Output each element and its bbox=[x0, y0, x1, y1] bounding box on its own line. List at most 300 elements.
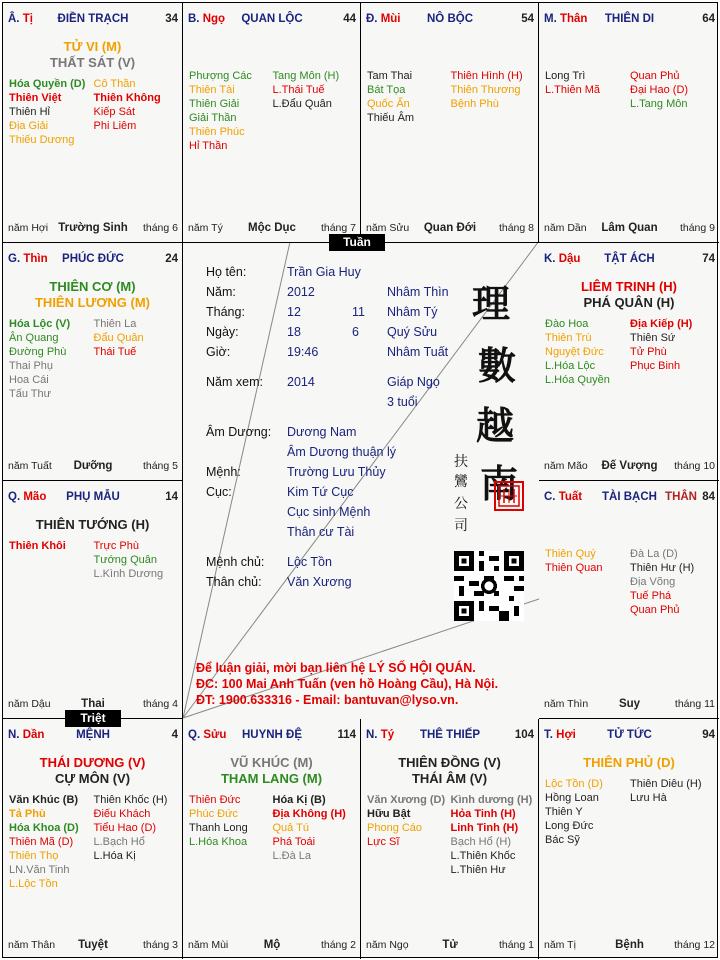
tuan-tag: Tuần bbox=[329, 234, 385, 251]
main-stars bbox=[3, 755, 182, 787]
palace-footer bbox=[366, 939, 534, 953]
minor-star: Tiểu Hao (D) bbox=[93, 822, 157, 834]
minor-star: L.Đẩu Quân bbox=[272, 98, 332, 110]
minor-star: L.Đà La bbox=[272, 850, 312, 862]
palace-name: QUAN LỘC bbox=[241, 13, 303, 25]
position-name: Thân bbox=[559, 13, 588, 25]
palace-footer bbox=[544, 698, 715, 712]
palace-cell-tuat bbox=[539, 481, 719, 719]
minor-star: Tả Phù bbox=[9, 808, 46, 820]
palace-cell-dau bbox=[539, 243, 719, 481]
minor-star: L.Hóa Lộc bbox=[545, 360, 596, 372]
minor-stars bbox=[9, 77, 178, 147]
main-star: THÁI DƯƠNG (V) bbox=[39, 755, 146, 770]
minor-star: Văn Khúc (B) bbox=[9, 794, 79, 806]
palace-year: năm Dần bbox=[544, 222, 587, 234]
day-lunar: Quý Sửu bbox=[387, 325, 438, 339]
minor-star: Hóa Lộc (V) bbox=[9, 318, 71, 330]
palace-header bbox=[544, 253, 715, 267]
palace-year: năm Tuất bbox=[8, 460, 52, 472]
minor-star: Bác Sỹ bbox=[545, 834, 580, 846]
position-name: Sửu bbox=[203, 729, 227, 741]
palace-month: tháng 8 bbox=[498, 222, 534, 234]
palace-name: TỬ TỨC bbox=[607, 729, 652, 741]
minor-star: L.Thiên Mã bbox=[545, 84, 601, 96]
label-menh-chu: Mệnh chủ: bbox=[206, 555, 265, 569]
palace-footer bbox=[544, 222, 715, 236]
palace-position bbox=[188, 729, 226, 741]
am-duong-2: Âm Dương thuận lý bbox=[287, 445, 396, 459]
life-stage: Bệnh bbox=[615, 939, 644, 951]
minor-stars bbox=[9, 539, 178, 581]
minor-star: Hóa Quyền (D) bbox=[9, 78, 86, 90]
minor-stars-right bbox=[630, 547, 715, 617]
minor-star: Đại Hao (D) bbox=[630, 84, 689, 96]
minor-stars-left bbox=[367, 69, 451, 125]
palace-month: tháng 10 bbox=[674, 460, 715, 472]
palace-header bbox=[188, 13, 356, 27]
main-stars bbox=[183, 755, 360, 787]
palace-year: năm Mão bbox=[544, 460, 588, 472]
minor-star: Thiên La bbox=[93, 318, 137, 330]
palace-month: tháng 5 bbox=[142, 460, 178, 472]
label-day: Ngày: bbox=[206, 325, 239, 339]
small-calligraphy-1: 扶 bbox=[454, 454, 468, 470]
position-prefix: C. bbox=[544, 491, 556, 503]
position-name: Mão bbox=[23, 491, 47, 503]
minor-star: Phục Binh bbox=[630, 360, 681, 372]
palace-number: 74 bbox=[702, 253, 715, 265]
minor-star: Bát Tọa bbox=[367, 84, 406, 96]
minor-stars-left bbox=[9, 793, 94, 891]
minor-star: Thiên Sứ bbox=[630, 332, 676, 344]
palace-name: TÀI BẠCH bbox=[602, 491, 657, 503]
palace-position bbox=[8, 253, 48, 265]
qr-code-image bbox=[454, 551, 524, 621]
main-star: THIÊN TƯỚNG (H) bbox=[35, 517, 150, 532]
palace-footer bbox=[366, 222, 534, 236]
minor-star: Hỉ Thần bbox=[189, 140, 228, 152]
palace-footer bbox=[188, 939, 356, 953]
main-star: THÁI ÂM (V) bbox=[411, 771, 488, 786]
month-solar: 12 bbox=[287, 305, 301, 319]
am-duong: Dương Nam bbox=[287, 425, 357, 439]
minor-stars-left bbox=[545, 69, 630, 111]
minor-star: Lưu Hà bbox=[630, 792, 667, 804]
main-star: THAM LANG (M) bbox=[220, 771, 323, 786]
minor-stars-left bbox=[367, 793, 451, 877]
position-name: Tị bbox=[22, 13, 33, 25]
minor-star: Thiếu Âm bbox=[367, 112, 415, 124]
minor-stars bbox=[545, 69, 715, 111]
palace-header bbox=[366, 729, 534, 743]
minor-star: Quả Tú bbox=[272, 822, 309, 834]
minor-stars-right bbox=[451, 793, 535, 877]
horoscope-chart bbox=[2, 2, 718, 958]
main-star: TỬ VI (M) bbox=[63, 39, 122, 54]
small-calligraphy-3: 公 bbox=[454, 496, 468, 512]
palace-cell-thin bbox=[3, 243, 183, 481]
minor-stars-left bbox=[9, 77, 94, 147]
position-prefix: Q. bbox=[188, 729, 201, 741]
minor-star: Tang Môn (H) bbox=[272, 70, 340, 82]
minor-star: Phúc Đức bbox=[189, 808, 238, 820]
minor-star: Quan Phủ bbox=[630, 70, 680, 82]
main-star: THẤT SÁT (V) bbox=[49, 55, 136, 70]
small-calligraphy-2: 鸞 bbox=[454, 474, 468, 490]
minor-star: Lực Sĩ bbox=[367, 836, 400, 848]
minor-star: L.Hóa Kị bbox=[93, 850, 136, 862]
age: 3 tuổi bbox=[387, 395, 418, 409]
position-prefix: K. bbox=[544, 253, 556, 265]
minor-star: Nguyệt Đức bbox=[545, 346, 604, 358]
label-month: Tháng: bbox=[206, 305, 245, 319]
palace-name: HUYNH ĐỆ bbox=[241, 729, 303, 741]
minor-star: Quan Phủ bbox=[630, 604, 680, 616]
palace-position bbox=[8, 729, 44, 741]
cuc-value-3: Thân cư Tài bbox=[287, 525, 355, 539]
minor-star: Ân Quang bbox=[9, 332, 59, 344]
minor-stars-right bbox=[94, 77, 179, 147]
minor-stars-right bbox=[94, 539, 179, 581]
minor-stars bbox=[545, 317, 715, 387]
minor-stars-left bbox=[545, 547, 630, 617]
minor-star: Văn Xương (D) bbox=[367, 794, 446, 806]
minor-star: Thiên Phúc bbox=[189, 126, 245, 138]
minor-stars-left bbox=[189, 69, 273, 153]
minor-star: Long Trì bbox=[545, 70, 586, 82]
minor-stars-right bbox=[630, 69, 715, 111]
minor-star: L.Tang Môn bbox=[630, 98, 688, 110]
life-stage: Mộ bbox=[263, 939, 281, 951]
view-year: 2014 bbox=[287, 375, 315, 389]
minor-star: Đào Hoa bbox=[545, 318, 589, 330]
center-info-panel bbox=[184, 243, 540, 719]
minor-star: Thanh Long bbox=[189, 822, 248, 834]
minor-star: Phong Cáo bbox=[367, 822, 423, 834]
minor-star: Thiên Y bbox=[545, 806, 583, 818]
minor-star: Hồng Loan bbox=[545, 792, 599, 804]
palace-name: THIÊN DI bbox=[604, 13, 655, 25]
palace-footer bbox=[8, 939, 178, 953]
contact-line-1: Để luận giải, mời bạn liên hệ LÝ SỐ HỘI QUÁN. bbox=[196, 661, 476, 675]
minor-stars-left bbox=[9, 317, 94, 401]
palace-name: ĐIỀN TRẠCH bbox=[57, 13, 129, 25]
minor-star: L.Thiên Khốc bbox=[450, 850, 516, 862]
label-am-duong: Âm Dương: bbox=[206, 425, 272, 439]
minor-star: Cô Thần bbox=[93, 78, 136, 90]
minor-star: Thiên Diêu (H) bbox=[630, 778, 702, 790]
palace-header bbox=[8, 13, 178, 27]
life-stage: Đế Vượng bbox=[601, 460, 658, 472]
palace-number: 34 bbox=[165, 13, 178, 25]
main-stars bbox=[361, 755, 538, 787]
minor-star: Thiên Thọ bbox=[9, 850, 59, 862]
calligraphy-char-2: 數 bbox=[478, 343, 517, 388]
position-prefix: N. bbox=[366, 729, 378, 741]
minor-star: Hữu Bật bbox=[367, 808, 411, 820]
life-stage: Suy bbox=[618, 698, 641, 710]
minor-star: Bệnh Phù bbox=[450, 98, 499, 110]
minor-star: Kiếp Sát bbox=[93, 106, 136, 118]
position-name: Dần bbox=[22, 729, 45, 741]
palace-year: năm Sửu bbox=[366, 222, 410, 234]
person-name: Trần Gia Huy bbox=[287, 265, 361, 279]
minor-star: Thiên Việt bbox=[9, 92, 62, 104]
palace-name: NÔ BỘC bbox=[427, 13, 473, 25]
minor-star: L.Thiên Hư bbox=[450, 864, 506, 876]
minor-star: Bạch Hổ (H) bbox=[450, 836, 512, 848]
palace-month: tháng 9 bbox=[679, 222, 715, 234]
minor-stars-right bbox=[630, 317, 715, 387]
palace-cell-ty bbox=[3, 3, 183, 243]
minor-star: Thiên Mã (D) bbox=[9, 836, 74, 848]
main-star: THIÊN ĐỒNG (V) bbox=[398, 755, 501, 770]
position-name: Thìn bbox=[23, 253, 48, 265]
palace-month: tháng 12 bbox=[674, 939, 715, 951]
minor-star: Trực Phù bbox=[93, 540, 139, 552]
minor-star: L.Bạch Hổ bbox=[93, 836, 145, 848]
than-marker: THÂN bbox=[665, 491, 697, 503]
minor-star: Địa Không (H) bbox=[272, 808, 346, 820]
minor-stars-right bbox=[451, 69, 535, 125]
minor-star: Thiên Trù bbox=[545, 332, 592, 344]
palace-name: MỆNH bbox=[76, 729, 110, 741]
minor-stars bbox=[9, 317, 178, 401]
palace-number: 14 bbox=[165, 491, 178, 503]
minor-star: Phi Liêm bbox=[93, 120, 137, 132]
minor-stars bbox=[189, 793, 356, 863]
position-prefix: Â. bbox=[8, 13, 20, 25]
palace-number: 64 bbox=[702, 13, 715, 25]
palace-header bbox=[8, 729, 178, 743]
palace-month: tháng 2 bbox=[320, 939, 356, 951]
minor-star: L.Kình Dương bbox=[93, 568, 164, 580]
life-stage: Trường Sinh bbox=[58, 222, 128, 234]
palace-position bbox=[366, 729, 394, 741]
day-solar: 18 bbox=[287, 325, 301, 339]
minor-star: Đường Phù bbox=[9, 346, 67, 358]
label-name: Họ tên: bbox=[206, 265, 247, 279]
label-view-year: Năm xem: bbox=[206, 375, 263, 389]
palace-footer bbox=[544, 460, 715, 474]
palace-position bbox=[188, 13, 225, 25]
minor-star: Tấu Thư bbox=[9, 388, 52, 400]
palace-cell-ngo bbox=[183, 3, 361, 243]
hour-value: 19:46 bbox=[287, 345, 319, 359]
minor-star: Thiên Khốc (H) bbox=[93, 794, 168, 806]
minor-stars bbox=[189, 69, 356, 153]
minor-star: L.Lộc Tồn bbox=[9, 878, 58, 890]
palace-header bbox=[366, 13, 534, 27]
palace-month: tháng 1 bbox=[498, 939, 534, 951]
palace-number: 4 bbox=[171, 729, 178, 741]
minor-star: Địa Giải bbox=[9, 120, 49, 132]
palace-header bbox=[544, 13, 715, 27]
minor-star: Hóa Khoa (D) bbox=[9, 822, 79, 834]
palace-name: PHÚC ĐỨC bbox=[62, 253, 124, 265]
day-lunar-num: 6 bbox=[352, 325, 359, 339]
minor-star: Thiên Khôi bbox=[9, 540, 66, 552]
minor-stars-left bbox=[545, 777, 630, 847]
cuc-value: Kim Tứ Cục bbox=[287, 485, 354, 499]
minor-stars bbox=[545, 777, 715, 847]
position-prefix: G. bbox=[8, 253, 21, 265]
main-stars bbox=[3, 517, 182, 533]
palace-cell-mui bbox=[361, 3, 539, 243]
palace-name: THÊ THIẾP bbox=[419, 729, 481, 741]
minor-star: Điếu Khách bbox=[93, 808, 151, 820]
minor-star: Linh Tinh (H) bbox=[450, 822, 519, 834]
year-lunar: Nhâm Thìn bbox=[387, 285, 449, 299]
palace-year: năm Hợi bbox=[8, 222, 49, 234]
minor-star: Kình dương (H) bbox=[450, 794, 533, 806]
main-star: THIÊN PHỦ (D) bbox=[583, 755, 675, 770]
palace-year: năm Tý bbox=[188, 222, 223, 234]
minor-star: Thiên Giải bbox=[189, 98, 240, 110]
minor-star: Hỏa Tinh (H) bbox=[450, 808, 516, 820]
palace-number: 44 bbox=[343, 13, 356, 25]
label-year: Năm: bbox=[206, 285, 236, 299]
position-name: Dậu bbox=[558, 253, 581, 265]
palace-footer bbox=[8, 222, 178, 236]
position-prefix: B. bbox=[188, 13, 200, 25]
year-solar: 2012 bbox=[287, 285, 315, 299]
main-star: PHÁ QUÂN (H) bbox=[583, 295, 675, 310]
palace-number: 104 bbox=[514, 729, 534, 741]
palace-position bbox=[8, 13, 33, 25]
palace-name: TẬT ÁCH bbox=[604, 253, 655, 265]
position-name: Mùi bbox=[380, 13, 401, 25]
minor-star: Thiên Hư (H) bbox=[630, 562, 695, 574]
minor-stars-right bbox=[94, 793, 179, 891]
palace-position bbox=[544, 253, 580, 265]
month-lunar-num: 11 bbox=[352, 305, 365, 319]
minor-star: Địa Kiếp (H) bbox=[630, 318, 693, 330]
palace-month: tháng 7 bbox=[320, 222, 356, 234]
palace-number: 114 bbox=[337, 729, 356, 741]
minor-star: Hóa Kị (B) bbox=[272, 794, 326, 806]
minor-star: Tam Thai bbox=[367, 70, 413, 82]
minor-stars-left bbox=[189, 793, 273, 863]
position-prefix: T. bbox=[544, 729, 553, 741]
minor-stars-left bbox=[545, 317, 630, 387]
palace-cell-hoi bbox=[539, 719, 719, 959]
than-chu: Văn Xương bbox=[287, 575, 352, 589]
minor-stars-right bbox=[273, 793, 357, 863]
palace-number: 84 bbox=[702, 491, 715, 503]
palace-header bbox=[188, 729, 356, 743]
label-than-chu: Thân chủ: bbox=[206, 575, 262, 589]
minor-stars bbox=[367, 793, 534, 877]
life-stage: Tuyệt bbox=[78, 939, 108, 951]
label-menh: Mệnh: bbox=[206, 465, 241, 479]
position-prefix: N. bbox=[8, 729, 20, 741]
palace-header bbox=[8, 491, 178, 505]
minor-star: Thiếu Dương bbox=[9, 134, 75, 146]
cuc-value-2: Cục sinh Mệnh bbox=[287, 505, 371, 519]
position-name: Ngọ bbox=[202, 13, 226, 25]
minor-star: Tuế Phá bbox=[630, 590, 672, 602]
minor-star: Đà La (D) bbox=[630, 548, 678, 560]
palace-month: tháng 4 bbox=[142, 698, 178, 710]
minor-stars bbox=[367, 69, 534, 125]
calligraphy-char-3: 越 bbox=[476, 403, 515, 448]
minor-star: Thái Tuế bbox=[93, 346, 137, 358]
palace-month: tháng 11 bbox=[674, 698, 715, 710]
main-stars bbox=[539, 755, 719, 771]
palace-cell-mao bbox=[3, 481, 183, 719]
month-lunar: Nhâm Tý bbox=[387, 305, 438, 319]
position-name: Tuất bbox=[558, 491, 583, 503]
hour-lunar: Nhâm Tuất bbox=[387, 345, 449, 359]
minor-star: Thiên Không bbox=[93, 92, 161, 104]
palace-header bbox=[544, 729, 715, 743]
minor-star: Lộc Tồn (D) bbox=[545, 778, 603, 790]
minor-star: Tướng Quân bbox=[93, 554, 157, 566]
small-calligraphy-4: 司 bbox=[454, 518, 468, 534]
life-stage: Quan Đới bbox=[423, 222, 477, 234]
minor-star: Quốc Ấn bbox=[367, 98, 410, 110]
main-stars bbox=[3, 279, 182, 311]
view-year-lunar: Giáp Ngọ bbox=[387, 375, 440, 389]
palace-number: 94 bbox=[702, 729, 715, 741]
red-seal-stamp bbox=[494, 481, 524, 511]
position-name: Tý bbox=[380, 729, 395, 741]
minor-stars-right bbox=[630, 777, 715, 847]
minor-star: Phá Toái bbox=[272, 836, 316, 848]
main-star: VŨ KHÚC (M) bbox=[230, 755, 313, 770]
minor-stars bbox=[545, 547, 715, 617]
minor-star: Thiên Tài bbox=[189, 84, 235, 96]
life-stage: Mộc Dục bbox=[248, 222, 296, 234]
palace-year: năm Thìn bbox=[544, 698, 589, 710]
palace-year: năm Ngọ bbox=[366, 939, 409, 951]
minor-star: Long Đức bbox=[545, 820, 594, 832]
palace-cell-suu bbox=[183, 719, 361, 959]
palace-year: năm Tị bbox=[544, 939, 576, 951]
palace-position bbox=[544, 491, 582, 503]
palace-number: 54 bbox=[521, 13, 534, 25]
palace-position bbox=[544, 13, 587, 25]
minor-stars-left bbox=[9, 539, 94, 581]
palace-cell-than bbox=[539, 3, 719, 243]
main-star: THIÊN LƯƠNG (M) bbox=[34, 295, 151, 310]
minor-star: Thiên Quan bbox=[545, 562, 603, 574]
position-prefix: Q. bbox=[8, 491, 21, 503]
label-hour: Giờ: bbox=[206, 345, 231, 359]
palace-year: năm Mùi bbox=[188, 939, 229, 951]
minor-star: Thiên Thương bbox=[450, 84, 521, 96]
palace-cell-dan bbox=[3, 719, 183, 959]
main-star: CỰ MÔN (V) bbox=[54, 771, 131, 786]
minor-stars-right bbox=[94, 317, 179, 401]
life-stage: Tử bbox=[442, 939, 458, 951]
palace-month: tháng 3 bbox=[142, 939, 178, 951]
main-star: THIÊN CƠ (M) bbox=[49, 279, 136, 294]
main-stars bbox=[539, 279, 719, 311]
calligraphy-char-1: 理 bbox=[472, 281, 511, 326]
label-cuc: Cục: bbox=[206, 485, 232, 499]
position-prefix: M. bbox=[544, 13, 557, 25]
minor-star: Thiên Hỉ bbox=[9, 106, 50, 118]
main-stars bbox=[3, 39, 182, 71]
minor-star: L.Hóa Quyền bbox=[545, 374, 610, 386]
palace-footer bbox=[8, 460, 178, 474]
palace-name: PHỤ MẪU bbox=[66, 491, 120, 503]
palace-year: năm Thân bbox=[8, 939, 56, 951]
minor-stars-right bbox=[273, 69, 357, 153]
